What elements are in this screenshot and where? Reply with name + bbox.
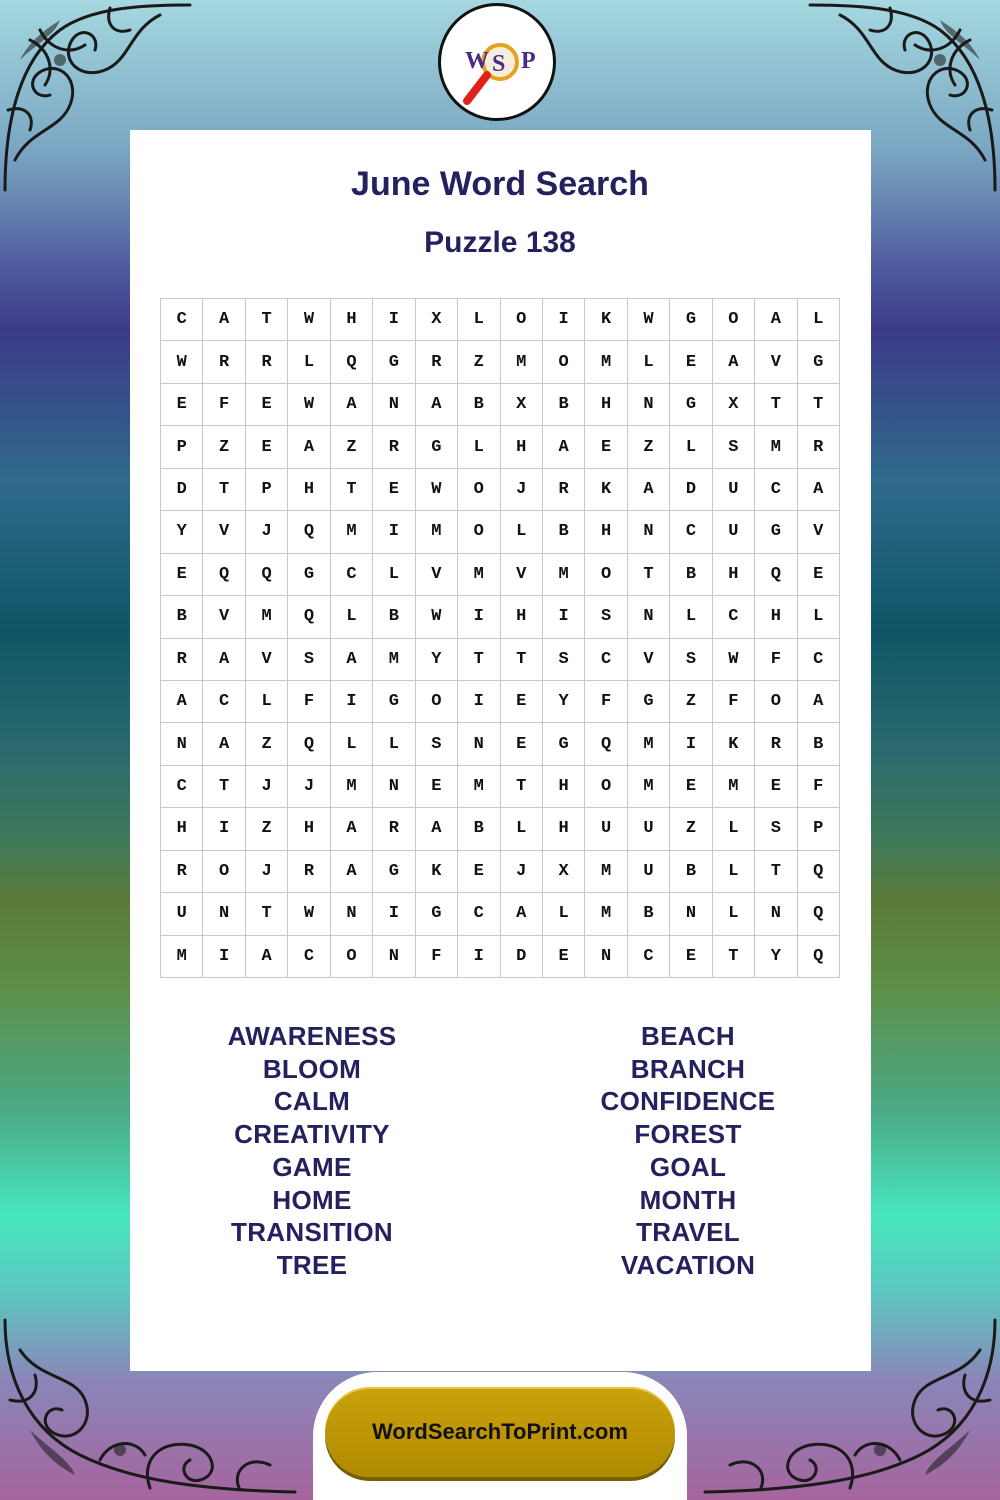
grid-cell[interactable]: G <box>373 681 415 723</box>
word-list-left <box>162 1020 462 1282</box>
grid-cell[interactable]: T <box>755 851 797 893</box>
grid-cell[interactable]: A <box>416 384 458 426</box>
grid-cell[interactable]: W <box>288 384 330 426</box>
grid-cell[interactable]: E <box>416 766 458 808</box>
grid-cell[interactable]: E <box>458 851 500 893</box>
grid-cell[interactable]: D <box>670 469 712 511</box>
grid-cell[interactable]: U <box>585 808 627 850</box>
grid-cell[interactable]: B <box>458 384 500 426</box>
grid-cell[interactable]: X <box>416 299 458 341</box>
grid-cell[interactable]: E <box>501 723 543 765</box>
grid-cell[interactable]: A <box>713 341 755 383</box>
grid-cell[interactable]: U <box>628 851 670 893</box>
grid-cell[interactable]: G <box>416 893 458 935</box>
grid-cell[interactable]: Z <box>246 723 288 765</box>
grid-cell[interactable]: O <box>416 681 458 723</box>
grid-cell[interactable]: A <box>331 851 373 893</box>
grid-cell[interactable]: O <box>543 341 585 383</box>
word-list-item: CALM <box>273 1086 351 1117</box>
word-list-item: TRANSITION <box>231 1217 393 1248</box>
grid-cell[interactable]: T <box>628 554 670 596</box>
grid-cell[interactable]: M <box>628 766 670 808</box>
grid-cell[interactable]: L <box>288 341 330 383</box>
grid-cell[interactable]: H <box>501 426 543 468</box>
grid-cell[interactable]: L <box>798 596 840 638</box>
page-title: June Word Search <box>351 165 649 203</box>
grid-cell[interactable]: K <box>585 299 627 341</box>
website-link-button[interactable]: WordSearchToPrint.com <box>325 1387 675 1477</box>
grid-cell[interactable]: A <box>798 681 840 723</box>
grid-cell[interactable]: H <box>288 469 330 511</box>
grid-cell[interactable]: E <box>755 766 797 808</box>
grid-cell[interactable]: N <box>628 511 670 553</box>
grid-cell[interactable]: D <box>161 469 203 511</box>
grid-cell[interactable]: A <box>331 808 373 850</box>
word-list-item: AWARENESS <box>227 1021 397 1051</box>
grid-cell[interactable]: M <box>331 766 373 808</box>
grid-cell[interactable]: Q <box>288 511 330 553</box>
grid-cell[interactable]: F <box>755 639 797 681</box>
grid-cell[interactable]: H <box>331 299 373 341</box>
grid-cell[interactable]: E <box>246 426 288 468</box>
grid-cell[interactable]: A <box>161 681 203 723</box>
grid-cell[interactable]: L <box>246 681 288 723</box>
grid-cell[interactable]: O <box>713 299 755 341</box>
grid-cell[interactable]: E <box>543 936 585 978</box>
grid-cell[interactable]: R <box>161 639 203 681</box>
grid-cell[interactable]: H <box>501 596 543 638</box>
grid-cell[interactable]: T <box>458 639 500 681</box>
grid-cell[interactable]: J <box>246 851 288 893</box>
grid-cell[interactable]: H <box>543 766 585 808</box>
grid-cell[interactable]: F <box>585 681 627 723</box>
grid-cell[interactable]: C <box>585 639 627 681</box>
puzzle-number: Puzzle 138 <box>424 226 576 259</box>
grid-cell[interactable]: I <box>543 596 585 638</box>
grid-cell[interactable]: W <box>161 341 203 383</box>
grid-cell[interactable]: H <box>288 808 330 850</box>
grid-cell[interactable]: J <box>288 766 330 808</box>
grid-cell[interactable]: M <box>373 639 415 681</box>
grid-cell[interactable]: L <box>458 299 500 341</box>
grid-cell[interactable]: L <box>713 851 755 893</box>
grid-cell[interactable]: M <box>543 554 585 596</box>
grid-cell[interactable]: G <box>373 851 415 893</box>
grid-cell[interactable]: R <box>798 426 840 468</box>
grid-cell[interactable]: W <box>288 893 330 935</box>
grid-cell[interactable]: B <box>543 384 585 426</box>
grid-cell[interactable]: S <box>543 639 585 681</box>
grid-cell[interactable]: N <box>585 936 627 978</box>
grid-cell[interactable]: N <box>670 893 712 935</box>
grid-cell[interactable]: L <box>331 596 373 638</box>
word-list-item: BRANCH <box>630 1053 746 1084</box>
grid-cell[interactable]: O <box>585 554 627 596</box>
grid-cell[interactable]: C <box>798 639 840 681</box>
grid-cell[interactable]: L <box>331 723 373 765</box>
grid-cell[interactable]: N <box>755 893 797 935</box>
grid-cell[interactable]: R <box>288 851 330 893</box>
grid-cell[interactable]: W <box>713 639 755 681</box>
grid-cell[interactable]: G <box>288 554 330 596</box>
grid-cell[interactable]: E <box>670 766 712 808</box>
grid-cell[interactable]: W <box>288 299 330 341</box>
word-list-item: CREATIVITY <box>234 1119 390 1150</box>
grid-cell[interactable]: Q <box>798 893 840 935</box>
grid-cell[interactable]: H <box>543 808 585 850</box>
grid-cell[interactable]: J <box>501 469 543 511</box>
grid-cell[interactable]: N <box>161 723 203 765</box>
word-list-right <box>538 1020 838 1282</box>
grid-cell[interactable]: B <box>670 851 712 893</box>
grid-cell[interactable]: G <box>373 341 415 383</box>
grid-cell[interactable]: A <box>628 469 670 511</box>
word-list-item: FOREST <box>634 1119 742 1150</box>
grid-cell[interactable]: M <box>161 936 203 978</box>
grid-cell[interactable]: Z <box>670 808 712 850</box>
grid-cell[interactable]: T <box>755 384 797 426</box>
grid-cell[interactable]: I <box>373 893 415 935</box>
grid-cell[interactable]: C <box>670 511 712 553</box>
grid-cell[interactable]: U <box>713 469 755 511</box>
grid-cell[interactable]: R <box>203 341 245 383</box>
logo-letter: S <box>492 51 506 77</box>
grid-cell[interactable]: E <box>161 554 203 596</box>
grid-cell[interactable]: E <box>373 469 415 511</box>
grid-cell[interactable]: Z <box>203 426 245 468</box>
grid-cell[interactable]: N <box>628 596 670 638</box>
grid-cell[interactable]: W <box>628 299 670 341</box>
grid-cell[interactable]: V <box>501 554 543 596</box>
grid-cell[interactable]: M <box>585 341 627 383</box>
grid-cell[interactable]: A <box>798 469 840 511</box>
grid-cell[interactable]: Q <box>798 936 840 978</box>
grid-cell[interactable]: M <box>246 596 288 638</box>
grid-cell[interactable]: Z <box>331 426 373 468</box>
grid-cell[interactable]: A <box>416 808 458 850</box>
grid-cell[interactable]: C <box>203 681 245 723</box>
grid-cell[interactable]: A <box>246 936 288 978</box>
grid-cell[interactable]: R <box>373 426 415 468</box>
word-list-item: BLOOM <box>262 1053 362 1084</box>
grid-cell[interactable]: T <box>501 639 543 681</box>
grid-cell[interactable]: C <box>713 596 755 638</box>
grid-cell[interactable]: G <box>670 384 712 426</box>
grid-cell[interactable]: P <box>161 426 203 468</box>
grid-cell[interactable]: A <box>331 384 373 426</box>
grid-cell[interactable]: L <box>543 893 585 935</box>
grid-cell[interactable]: E <box>161 384 203 426</box>
grid-cell[interactable]: B <box>458 808 500 850</box>
grid-cell[interactable]: O <box>501 299 543 341</box>
grid-cell[interactable]: S <box>670 639 712 681</box>
grid-cell[interactable]: J <box>246 511 288 553</box>
grid-cell[interactable]: O <box>585 766 627 808</box>
grid-cell[interactable]: Q <box>288 596 330 638</box>
word-list-item: HOME <box>272 1184 352 1215</box>
grid-cell[interactable]: S <box>416 723 458 765</box>
grid-cell[interactable]: V <box>416 554 458 596</box>
letter-grid[interactable] <box>160 298 840 978</box>
grid-cell[interactable]: M <box>713 766 755 808</box>
magnifier-icon <box>441 6 553 118</box>
grid-cell[interactable]: P <box>246 469 288 511</box>
grid-cell[interactable]: H <box>585 511 627 553</box>
grid-cell[interactable]: T <box>501 766 543 808</box>
grid-cell[interactable]: N <box>203 893 245 935</box>
grid-cell[interactable]: L <box>501 808 543 850</box>
grid-cell[interactable]: C <box>288 936 330 978</box>
grid-cell[interactable]: B <box>628 893 670 935</box>
grid-cell[interactable]: X <box>543 851 585 893</box>
grid-cell[interactable]: G <box>543 723 585 765</box>
grid-cell[interactable]: H <box>713 554 755 596</box>
grid-cell[interactable]: L <box>373 723 415 765</box>
grid-cell[interactable]: T <box>203 469 245 511</box>
grid-cell[interactable]: S <box>713 426 755 468</box>
word-list-item: GAME <box>272 1151 352 1182</box>
grid-cell[interactable]: I <box>373 511 415 553</box>
grid-cell[interactable]: L <box>670 426 712 468</box>
grid-cell[interactable]: K <box>713 723 755 765</box>
grid-cell[interactable]: D <box>501 936 543 978</box>
grid-cell[interactable]: O <box>458 469 500 511</box>
logo-letter: P <box>521 48 536 74</box>
grid-cell[interactable]: J <box>246 766 288 808</box>
grid-cell[interactable]: B <box>543 511 585 553</box>
grid-cell[interactable]: W <box>416 469 458 511</box>
grid-cell[interactable]: O <box>331 936 373 978</box>
word-list-item: CONFIDENCE <box>600 1086 776 1117</box>
grid-cell[interactable]: F <box>288 681 330 723</box>
grid-cell[interactable]: Y <box>161 511 203 553</box>
grid-cell[interactable]: B <box>670 554 712 596</box>
grid-cell[interactable]: V <box>203 596 245 638</box>
grid-cell[interactable]: O <box>755 681 797 723</box>
word-list-item: TREE <box>276 1249 348 1280</box>
grid-cell[interactable]: K <box>585 469 627 511</box>
grid-cell[interactable]: Q <box>288 723 330 765</box>
grid-cell[interactable]: N <box>373 384 415 426</box>
grid-cell[interactable]: U <box>713 511 755 553</box>
grid-cell[interactable]: I <box>373 299 415 341</box>
grid-cell[interactable]: L <box>798 299 840 341</box>
grid-cell[interactable]: U <box>161 893 203 935</box>
grid-cell[interactable]: T <box>331 469 373 511</box>
grid-cell[interactable]: A <box>203 723 245 765</box>
grid-cell[interactable]: V <box>203 511 245 553</box>
grid-cell[interactable]: H <box>585 384 627 426</box>
grid-cell[interactable]: M <box>501 341 543 383</box>
grid-cell[interactable]: M <box>416 511 458 553</box>
grid-cell[interactable]: I <box>203 808 245 850</box>
grid-cell[interactable]: Q <box>331 341 373 383</box>
grid-cell[interactable]: A <box>755 299 797 341</box>
grid-cell[interactable]: W <box>416 596 458 638</box>
grid-cell[interactable]: G <box>670 299 712 341</box>
grid-cell[interactable]: L <box>458 426 500 468</box>
grid-cell[interactable]: A <box>203 299 245 341</box>
grid-cell[interactable]: E <box>798 554 840 596</box>
grid-cell[interactable]: R <box>161 851 203 893</box>
grid-cell[interactable]: M <box>331 511 373 553</box>
grid-cell[interactable]: F <box>713 681 755 723</box>
grid-cell[interactable]: Z <box>628 426 670 468</box>
grid-cell[interactable]: V <box>798 511 840 553</box>
logo-letter: W <box>465 48 489 74</box>
grid-cell[interactable]: Z <box>246 808 288 850</box>
grid-cell[interactable]: A <box>331 639 373 681</box>
grid-cell[interactable]: S <box>755 808 797 850</box>
grid-cell[interactable]: G <box>628 681 670 723</box>
grid-cell[interactable]: C <box>161 766 203 808</box>
grid-cell[interactable]: N <box>458 723 500 765</box>
grid-cell[interactable]: G <box>755 511 797 553</box>
grid-cell[interactable]: O <box>458 511 500 553</box>
grid-cell[interactable]: V <box>628 639 670 681</box>
grid-cell[interactable]: S <box>585 596 627 638</box>
grid-cell[interactable]: A <box>203 639 245 681</box>
grid-cell[interactable]: R <box>246 341 288 383</box>
grid-cell[interactable]: E <box>670 936 712 978</box>
grid-cell[interactable]: Q <box>203 554 245 596</box>
grid-cell[interactable]: A <box>288 426 330 468</box>
word-list-item: BEACH <box>641 1021 735 1051</box>
grid-cell[interactable]: Y <box>755 936 797 978</box>
grid-cell[interactable]: M <box>458 554 500 596</box>
grid-cell[interactable]: P <box>798 808 840 850</box>
grid-cell[interactable]: F <box>416 936 458 978</box>
grid-cell[interactable]: N <box>373 766 415 808</box>
grid-cell[interactable]: Q <box>755 554 797 596</box>
grid-cell[interactable]: Z <box>458 341 500 383</box>
grid-cell[interactable]: A <box>501 893 543 935</box>
grid-cell[interactable]: G <box>416 426 458 468</box>
grid-cell[interactable]: Q <box>585 723 627 765</box>
grid-cell[interactable]: C <box>331 554 373 596</box>
grid-cell[interactable]: Q <box>246 554 288 596</box>
grid-cell[interactable]: B <box>373 596 415 638</box>
grid-cell[interactable]: R <box>755 723 797 765</box>
grid-cell[interactable]: S <box>288 639 330 681</box>
word-list-item: MONTH <box>639 1184 737 1215</box>
grid-cell[interactable]: F <box>203 384 245 426</box>
grid-cell[interactable]: I <box>458 681 500 723</box>
grid-cell[interactable]: R <box>543 469 585 511</box>
grid-cell[interactable]: T <box>713 936 755 978</box>
grid-cell[interactable]: J <box>501 851 543 893</box>
grid-cell[interactable]: C <box>458 893 500 935</box>
grid-cell[interactable]: L <box>628 341 670 383</box>
grid-cell[interactable]: Y <box>416 639 458 681</box>
grid-cell[interactable]: L <box>713 893 755 935</box>
grid-cell[interactable]: H <box>161 808 203 850</box>
grid-cell[interactable]: E <box>501 681 543 723</box>
grid-cell[interactable]: K <box>416 851 458 893</box>
grid-cell[interactable]: V <box>246 639 288 681</box>
grid-cell[interactable]: B <box>161 596 203 638</box>
grid-cell[interactable]: X <box>501 384 543 426</box>
grid-cell[interactable]: L <box>501 511 543 553</box>
grid-cell[interactable]: U <box>628 808 670 850</box>
grid-cell[interactable]: E <box>585 426 627 468</box>
grid-cell[interactable]: M <box>585 893 627 935</box>
grid-cell[interactable]: V <box>755 341 797 383</box>
word-list-item: TRAVEL <box>636 1217 740 1248</box>
grid-cell[interactable]: M <box>458 766 500 808</box>
grid-cell[interactable]: E <box>670 341 712 383</box>
grid-cell[interactable]: I <box>670 723 712 765</box>
grid-cell[interactable]: I <box>458 936 500 978</box>
grid-cell[interactable]: R <box>373 808 415 850</box>
grid-cell[interactable]: A <box>543 426 585 468</box>
word-list-item: GOAL <box>649 1151 727 1182</box>
grid-cell[interactable]: M <box>585 851 627 893</box>
grid-cell[interactable]: L <box>670 596 712 638</box>
grid-cell[interactable]: C <box>161 299 203 341</box>
grid-cell[interactable]: T <box>203 766 245 808</box>
grid-cell[interactable]: O <box>203 851 245 893</box>
grid-cell[interactable]: Q <box>798 851 840 893</box>
grid-cell[interactable]: M <box>755 426 797 468</box>
grid-cell[interactable]: M <box>628 723 670 765</box>
grid-cell[interactable]: N <box>628 384 670 426</box>
grid-cell[interactable]: I <box>331 681 373 723</box>
grid-cell[interactable]: N <box>373 936 415 978</box>
grid-cell[interactable]: I <box>203 936 245 978</box>
grid-cell[interactable]: G <box>798 341 840 383</box>
grid-cell[interactable]: Y <box>543 681 585 723</box>
grid-cell[interactable]: T <box>246 893 288 935</box>
grid-cell[interactable]: T <box>798 384 840 426</box>
grid-cell[interactable]: C <box>755 469 797 511</box>
grid-cell[interactable]: X <box>713 384 755 426</box>
grid-cell[interactable]: I <box>543 299 585 341</box>
grid-cell[interactable]: I <box>458 596 500 638</box>
grid-cell[interactable]: H <box>755 596 797 638</box>
grid-cell[interactable]: T <box>246 299 288 341</box>
grid-cell[interactable]: E <box>246 384 288 426</box>
grid-cell[interactable]: R <box>416 341 458 383</box>
grid-cell[interactable]: B <box>798 723 840 765</box>
word-list-item: VACATION <box>620 1249 756 1280</box>
grid-cell[interactable]: L <box>713 808 755 850</box>
grid-cell[interactable]: L <box>373 554 415 596</box>
grid-cell[interactable]: C <box>628 936 670 978</box>
grid-cell[interactable]: F <box>798 766 840 808</box>
wsp-logo[interactable] <box>438 3 556 121</box>
grid-cell[interactable]: Z <box>670 681 712 723</box>
grid-cell[interactable]: N <box>331 893 373 935</box>
